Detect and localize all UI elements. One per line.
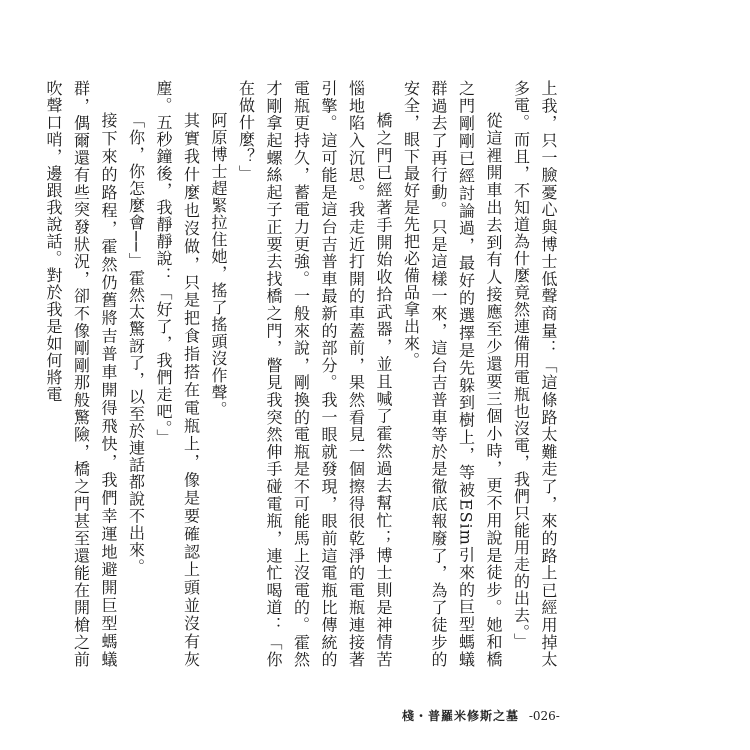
paragraph-7: 接下來的路程，霍然仍舊將吉普車開得飛快，我們幸運地避開巨型螞蟻群，偶爾還有些突發狀況，卻不像剛剛那般驚險，橋之門甚至還能在開槍之前吹聲口哨，邊跟我說話。對於我是如何將電: [44, 80, 118, 668]
paragraph-4: 阿原博士趕緊拉住她，搖了搖頭沒作聲。: [209, 112, 228, 418]
book-title: 棧・普羅米修斯之墓: [402, 709, 520, 723]
paragraph-2: 從這裡開車出去到有人接應至少還要三個小時，更不用說是徒步。她和橋之門剛剛已經討論過，最好的選擇是先躲到樹上，等被ESim引來的巨型螞蟻群過去了再行動。只是這樣一來，這台吉普車等於是徹底報廢了，為了徒步的安全，眼下最好是先把必備品拿出來。: [401, 80, 503, 668]
paragraph-6: 「你，你怎麼會──」霍然太驚訝了，以至於連話都說不出來。: [126, 112, 146, 576]
paragraph-5: 其實我什麼也沒做，只是把食指搭在電瓶上，像是要確認上頭並沒有灰塵。五秒鐘後，我靜靜說：「好了，我們走吧。」: [154, 80, 201, 668]
paragraph-1: 上我，只一臉憂心與博士低聲商量：「這條路太難走了，來的路上已經用掉太多電。而且，不知道為什麼竟然連備用電瓶也沒電，我們只能用走的出去。」: [511, 80, 558, 668]
running-footer: [402, 707, 560, 724]
page-number: -026-: [528, 709, 560, 723]
body-text-block: [44, 80, 562, 668]
paragraph-3: 橋之門已經著手開始收拾武器，並且喊了霍然過去幫忙；博士則是神情苦惱地陷入沉思。我走近打開的車蓋前，果然看見一個擦得很乾淨的電瓶連接著引擎。這可能是這台吉普車最新的部分。我一眼就發現，眼前這電瓶比傳統的電瓶更持久，蓄電力更強。一般來說，剛換的電瓶是不可能馬上沒電的。霍然才剛拿起螺絲起子正要去找橋之門，瞥見我突然伸手碰電瓶，連忙喝道：「你在做什麼？」: [236, 80, 393, 668]
